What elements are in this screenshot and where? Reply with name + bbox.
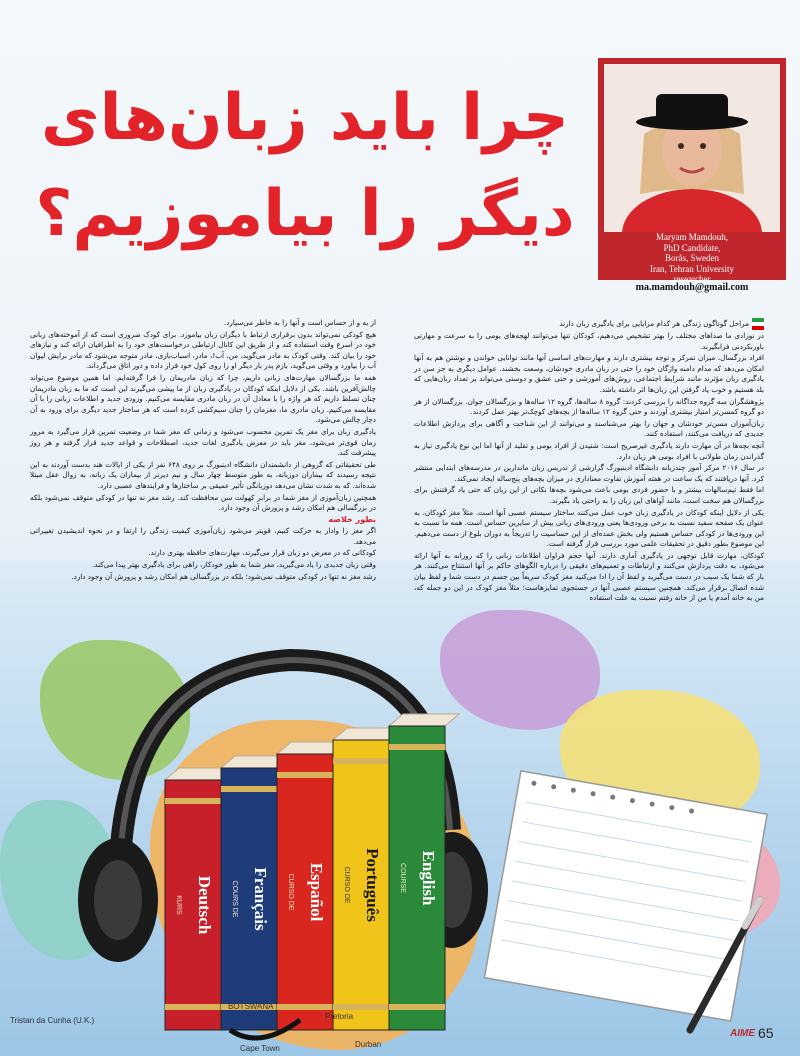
map-label-botswana: BOTSWANA <box>228 1002 274 1011</box>
paragraph: پژوهشگران سه گروه جداگانه را بررسی کردند: گروه ۸ ساله‌ها، گروه ۱۲ ساله‌ها و بزرگسالان جوان. بزرگسالان از هر دو گروه کمسن‌تر امتیاز بیشتری آوردند و حتی گروه ۱۲ ساله‌ها از بچه‌های کوچک‌تر بهتر عمل کردند. <box>414 396 764 417</box>
paragraph: هیچ کودکی نمی‌تواند بدون برقراری ارتباط با دیگران زبان بیاموزد. برای کودک ضروری است که از آموخته‌های زبانی خود در اسرع وقت استفاده کند و از طریق این کانال ارتباطی درخواست‌های خود را به اطرافیان ارائه کند و نیازهای خود را بیان کند. وقتی کودک به مادر می‌گوید، من، آب!، مادر، اسباب‌بازی، مادر متوجه می‌شود که مادر برایش لیوان آب را بیاورد و وقتی می‌گوید، بازم پدر بار دیگر او را روی کول خود قرار داده و دور اتاق می‌گرداند. <box>30 329 376 371</box>
book-title: Español <box>307 862 326 922</box>
map-label-tristan: Tristan da Cunha (U.K.) <box>10 1016 95 1025</box>
author-portrait-illustration <box>604 64 780 232</box>
iran-flag-icon <box>752 318 764 330</box>
book-subtitle: COURS DE <box>231 880 238 918</box>
paragraph: آنچه بچه‌ها در آن مهارت دارند یادگیری غیرصریح است: شنیدن از افراد بومی و تقلید از آنها اما این نوع یادگیری نیاز به گذراندن زمان طولانی با افراد بومی هر زبان دارد. <box>414 440 764 461</box>
book-subtitle: CURSO DE <box>287 873 294 911</box>
summary-item: رشد مغز نه تنها در کودکی متوقف نمی‌شود؛ بلکه در بزرگسالی هم امکان رشد و پرورش آن وجود دارد. <box>71 571 376 581</box>
author-photo <box>604 64 780 232</box>
book-title: English <box>419 850 438 906</box>
title-line-1: چرا باید زبان‌های <box>40 81 570 155</box>
books-stack <box>165 714 459 1030</box>
author-city: Borås, Sweden <box>665 253 719 263</box>
article-column-left <box>30 318 376 583</box>
book-title: Français <box>251 867 270 931</box>
author-box <box>598 58 786 284</box>
author-role: researcher <box>673 274 711 284</box>
book-subtitle: KURS <box>175 895 182 915</box>
book-title: Deutsch <box>195 875 214 935</box>
paragraph: در نوزادی ما صداهای مختلف را بهتر تشخیص می‌دهیم، کودکان تنها می‌توانند لهجه‌های بومی را به سرعت و مهارتی باورنکردنی فرابگیرند. <box>414 331 764 351</box>
books-headphones-illustration <box>0 600 800 1056</box>
article-column-right <box>414 318 764 605</box>
paragraph: کودکان، مهارت قابل توجهی در یادگیری آماری دارند. آنها حجم فراوان اطلاعات زبانی را که روزانه به آنها ارائه می‌شود، به دقت پردازش می‌کنند و ارتباطات و تعمیم‌های دقیقی را درباره الگوهای حاکم بر آنها استنتاج می‌کنند. هر بار که شما یک سبب در دست می‌گیرید و لفظ آن را ادا می‌کنید مغز کودک سریعاً بین جسم در دست شما و لفظ بیان شده اتصال برقرار می‌کند. همچنین سیستم عصبی آنها در جستجوی تمایزهاست؛ مثلاً مغز کودک در این دو جمله که، من به خانه آمدم یا من از خانه رفتم نسبت به علت استفاده <box>414 550 764 603</box>
magazine-logo: AIME <box>730 1028 755 1039</box>
map-label-cape-town: Cape Town <box>240 1044 280 1053</box>
author-name: Maryam Mamdouh, <box>656 232 728 242</box>
book-subtitle: COURSE <box>399 863 406 893</box>
summary-heading: بطور خلاصه <box>328 514 376 524</box>
author-email[interactable]: ma.mamdouh@gmail.com <box>635 282 749 293</box>
map-label-pretoria: Pretoria <box>325 1012 354 1021</box>
author-degree: PhD Candidate, <box>663 242 721 253</box>
paragraph: یکی از دلایل اینکه کودکان در یادگیری زبان خوب عمل می‌کنند ساختار سیستم عصبی آنها است. مثلاً مغز کودکان، به عنوان یک صفحه سفید نسبت به برخی ورودی‌ها یعنی ورودی‌های زبانی بیش از سایرین حساس است. همه ما نسبت به این ورودی‌ها در کودکی حساس هستیم ولی بخش عمده‌ای از این حساسیت را تدریجاً به دوران بلوغ از دست می‌دهیم. این موضوع بطور دقیق در تحقیقات علمی مورد بررسی قرار گرفته است. <box>414 507 764 549</box>
summary-item: کودکانی که در معرض دو زبان قرار می‌گیرند، مهارت‌های حافظه بهتری دارند. <box>148 548 376 558</box>
paragraph: همه ما بزرگسالان مهارت‌های زبانی داریم، چرا که زبان مادریمان را فرا گرفته‌ایم. اما همین موضوع می‌تواند چالش‌آفرین باشد. یکی از دلایل اینکه کودکان در یادگیری زبان از ما پیشی می‌گیرند این است که ما به زبان مادریمان چنان تسلط داریم که هر واژه را با معادل آن در زبان مادری مقایسه می‌کنیم. ورودی جدید و اطلاعات زبانی را با آن مقایسه می‌کنیم. زبان مادری ما، مغزمان را چنان سیم‌کشی کرده است که هر ساختار جدید دیگری برای ورود به آن دچار چالش می‌شود. <box>30 372 376 425</box>
map-label-durban: Durban <box>355 1040 382 1049</box>
page-number: 65 <box>758 1025 774 1041</box>
paragraph: از به و از حساس است و آنها را به خاطر می‌سپارد. <box>223 318 376 327</box>
title-line-2: دیگر را بیاموزیم؟ <box>35 177 575 251</box>
paragraph: همچنین زبان‌آموزی از مغز شما در برابر کهولت سن محافظت کند. رشد مغز نه تنها در کودکی متوقف نمی‌شود بلکه در بزرگسالی هم امکان رشد و پرورش آن وجود دارد. <box>30 492 376 513</box>
book-subtitle: CURSO DE <box>343 866 350 904</box>
paragraph: زبان‌آموزان مسن‌تر خودشان و جهان را بهتر می‌شناسند و می‌توانند از این شناخت و آگاهی برای پردازش اطلاعات جدیدی که دریافت می‌کنند، استفاده کنند. <box>414 418 764 439</box>
summary-item: وقتی زبان جدیدی را یاد می‌گیرید، مغز شما به طور خودکار، راهی برای یادگیری بهتر پیدا می‌کند. <box>92 560 376 570</box>
paragraph: در سال ۲۰۱۶ مرکز آمور چندزبانه دانشگاه ادینبورگ گزارشی از تدریس زبان ماندارین در مدرسه‌های ابتدایی منتشر کرد. آنها دریافتند که یک ساعت در هفته آموزش تفاوت معناداری در میزان بچه‌های پنج‌ساله ایجاد نمی‌کند. <box>414 463 764 483</box>
author-university: Iran, Tehran University <box>650 263 734 274</box>
paragraph: اما فقط تیم‌سالهات بیشتر و با حضور فردی بومی باعث می‌شود بچه‌ها نکاتی از این زبان که حتی یاد گرفتنش برای بزرگسالان هم سخت است، مانند آواهای این زبان را به راحتی یاد بگیرند. <box>414 485 764 505</box>
summary-item: اگر مغز را وادار به حرکت کنیم، قویتر می‌شود زبان‌آموزی کیفیت زندگی را ارتقا و در نحوه اندیشیدن تغییراتی می‌دهد. <box>30 526 376 546</box>
article-title <box>35 70 575 262</box>
paragraph: افراد بزرگسال، میزان تمرکز و توجه بیشتری دارند و مهارت‌های اساسی آنها مانند توانایی خواندن و نوشتن هم به آنها امکان می‌دهد که مدام دامنه واژگان خود را حتی در زبان مادری خودشان، وسعت بخشند. عوامل دیگری به جز سن در یادگیری زبان مؤثرند مانند شرایط اجتماعی، روش‌های آموزشی و حتی عشق و دوستی می‌تواند بر تعداد زبان‌هایی که بلد هستیم و خوب یاد گرفتن این زبان‌ها اثر داشته باشد. <box>414 353 764 394</box>
notepad <box>484 771 767 1021</box>
book-title: Português <box>363 848 382 922</box>
paragraph: طی تحقیقاتی که گروهی از دانشمندان دانشگاه ادینبورگ بر روی ۶۴۸ نفر از یکی از ایالات هند بدست آوردند به این نتیجه رسیدند که بیماران دوزبانه، به طور متوسط چهار سال و نیم دیرتر از بیماران یک زبانه، به زوال عقل مبتلا شده‌اند. که به شدت نشان می‌دهد دوزبانگی تأثیر عمیقی بر ساختارها و فرایندهای عصبی دارد. <box>30 459 376 490</box>
paragraph: یادگیری زبان برای مغز یک تمرین محسوب می‌شود و زمانی که مغز شما در وضعیت تمرین قرار می‌گیرد به مرور زمان قوی‌تر می‌شود، مغز باید در معرض یادگیری لغات جدید، اصطلاحات و قواعد جدید قرار گرفته و هر روز پیشرفت کند. <box>30 426 376 458</box>
author-caption <box>604 232 780 284</box>
paragraph: مراحل گوناگون زندگی هر کدام مزایایی برای یادگیری زبان دارند <box>414 318 764 330</box>
